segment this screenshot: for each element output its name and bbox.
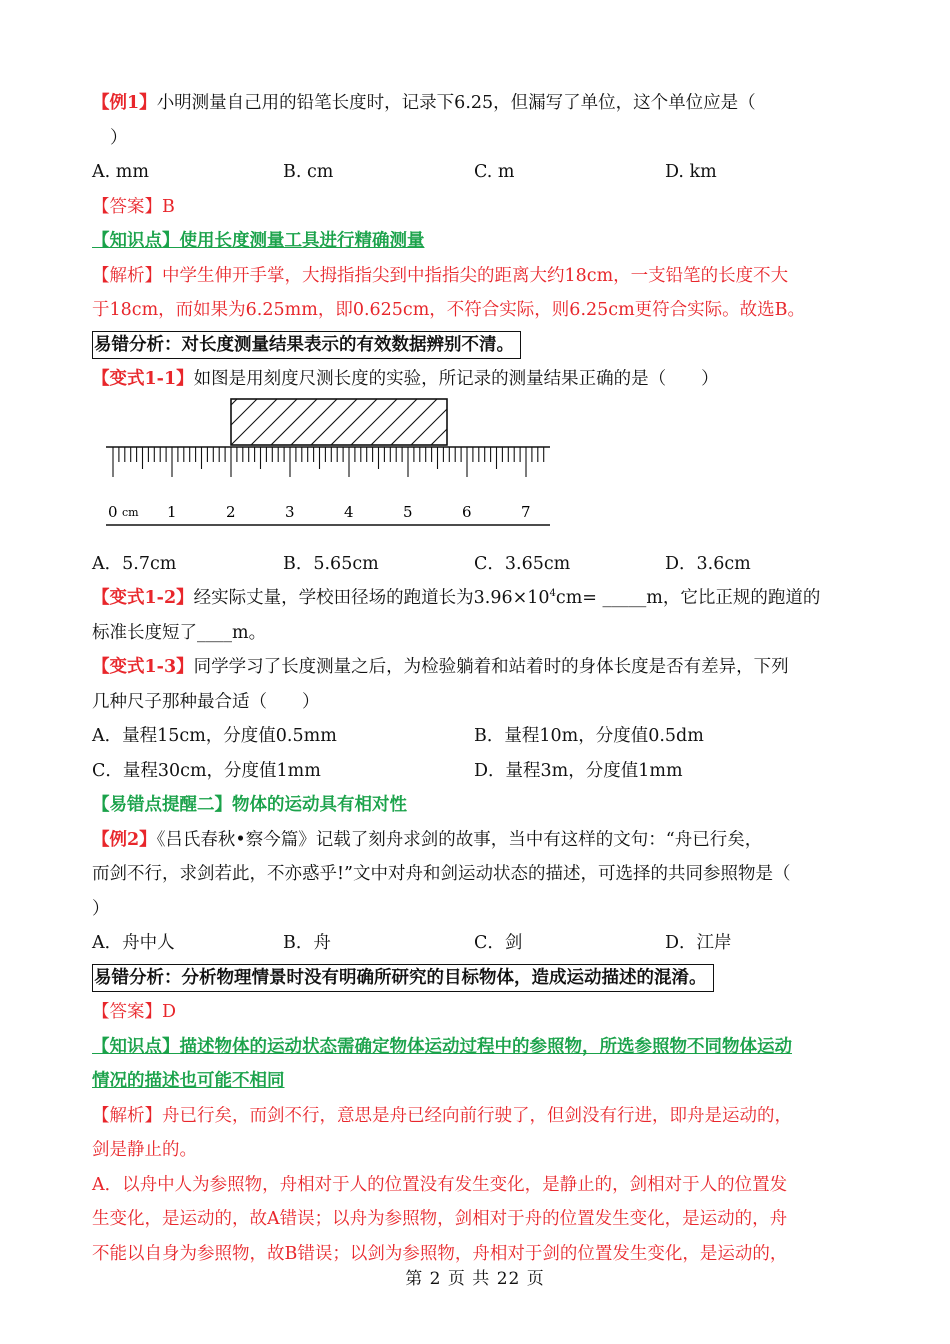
measured-block [171,399,564,445]
ruler-label-2: 2 [226,502,236,521]
hatch-line [171,399,217,445]
ruler-label-6: 6 [462,502,472,521]
option-c: C．3.65cm [474,553,571,574]
option-d: D．量程3m，分度值1mm [474,760,683,781]
variant-1-3-options-row2 [92,754,862,789]
variant-1-3-options-row1 [92,719,862,754]
variant-1-1-options [92,547,862,582]
option-d: D. km [665,162,717,182]
option-b: B. cm [283,162,334,182]
hatch-line [511,399,557,445]
hatch-line [531,399,564,445]
ruler-diagram [104,397,564,542]
pitfall-tip-2-heading: 【易错点提醒二】物体的运动具有相对性 [92,795,407,815]
example-1-answer: 【答案】B [92,196,175,217]
example-2-question-cont: 而剑不行，求剑若此，不亦惑乎!”文中对舟和剑运动状态的描述，可选择的共同参照物是（ [92,864,791,884]
variant-1-3-question: 【变式1-3】同学学习了长度测量之后，为检验躺着和站着时的身体长度是否有差异，下列 [92,657,789,677]
example-1-knowledge: 【知识点】使用长度测量工具进行精确测量 [92,231,425,251]
variant-1-2-question: 【变式1-2】经实际丈量，学校田径场的跑道长为$3.96\times 10^4cm=$ _____m，它比正规的跑道的 [92,588,821,608]
document-page [92,86,862,1271]
hatch-line [451,399,497,445]
option-b: B．舟 [283,933,331,953]
ruler-figure [92,397,862,547]
ruler-label-4: 4 [344,502,354,521]
example-1-tag: 【例1】 [92,93,157,113]
hatch-line [551,399,564,445]
example-1-analysis: 【解析】中学生伸开手掌，大拇指指尖到中指指尖的距离大约18cm，一支铅笔的长度不大 [92,265,789,286]
example-2-analysis: 【解析】舟已行矣，而剑不行，意思是舟已经向前行驶了，但剑没有行进，即舟是运动的， [92,1105,792,1126]
variant-1-1-question: 【变式1-1】如图是用刻度尺测长度的实验，所记录的测量结果正确的是（ ） [92,369,719,389]
example-1-options [92,155,862,190]
example-2-knowledge: 【知识点】描述物体的运动状态需确定物体运动过程中的参照物，所选参照物不同物体运动 [92,1036,792,1057]
example-1-analysis-cont: 于18cm，而如果为6.25mm，即0.625cm，不符合实际，则6.25cm更符合实际。故选B。 [92,300,806,320]
example-2-analysis-cont: 剑是静止的。 [92,1140,197,1160]
option-c: C. m [474,162,515,182]
example-2-question-cont2: ） [92,898,110,919]
ruler-unit-label: cm [122,505,139,519]
hatch-line [491,399,537,445]
option-a: A. mm [92,162,149,182]
variant-1-2-question-cont: 标准长度短了____m。 [92,622,267,643]
option-a: A．量程15cm，分度值0.5mm [92,726,337,746]
page-footer: 第 2 页 共 22 页 [405,1269,545,1289]
example-2-question: 【例2】《吕氏春秋•察今篇》记载了刻舟求剑的故事，当中有这样的文句：“舟已行矣， [92,829,763,850]
example-2-answer: 【答案】D [92,1002,177,1022]
option-c: C．剑 [474,933,523,953]
example-1-question: 【例1】小明测量自己用的铅笔长度时，记录下6.25，但漏写了单位，这个单位应是（ [92,93,756,113]
variant-1-3-question-cont: 几种尺子那种最合适（ ） [92,691,320,712]
option-b: B．5.65cm [283,553,379,574]
option-d: D．江岸 [665,933,732,953]
ruler-label-5: 5 [403,502,413,521]
example-1-question-cont: ） [110,127,128,148]
hatch-line [191,399,237,445]
example-2-explanation-1: A．以舟中人为参照物，舟相对于人的位置没有发生变化，是静止的，剑相对于人的位置发 [92,1174,788,1195]
ruler-label-7: 7 [521,502,531,521]
example-2-options [92,926,862,961]
option-c: C．量程30cm，分度值1mm [92,760,321,781]
example-2-knowledge-cont: 情况的描述也可能不相同 [92,1071,285,1091]
option-b: B．量程10m，分度值0.5dm [474,726,704,746]
example-2-explanation-3: 不能以自身为参照物，故B错误；以剑为参照物，舟相对于剑的位置发生变化，是运动的， [92,1243,788,1264]
example-2-explanation-2: 生变化，是运动的，故A错误；以舟为参照物，剑相对于舟的位置发生变化，是运动的，舟 [92,1209,788,1229]
ruler-label-1: 1 [167,502,177,521]
option-a: A．5.7cm [92,553,177,574]
ruler-label-3: 3 [285,502,295,521]
ruler-label-zero: 0 [108,502,118,521]
option-d: D．3.6cm [665,553,751,574]
option-a: A．舟中人 [92,933,175,953]
example-1-pitfall: 易错分析：对长度测量结果表示的有效数据辨别不清。 [92,331,521,359]
hatch-line [471,399,517,445]
example-2-pitfall: 易错分析：分析物理情景时没有明确所研究的目标物体，造成运动描述的混淆。 [92,964,714,992]
